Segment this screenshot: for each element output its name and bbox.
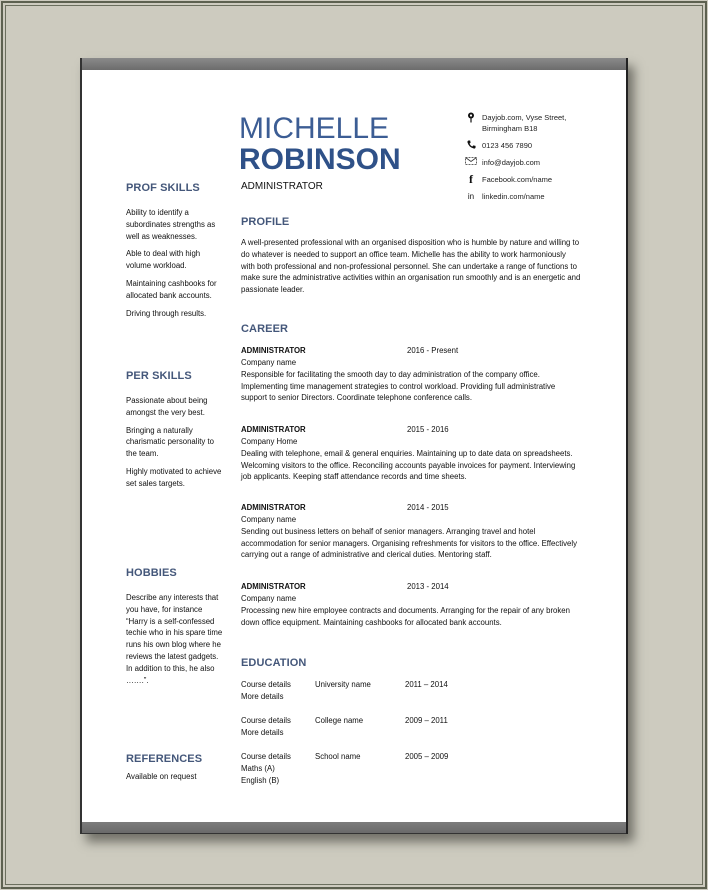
edu-extra: Maths (A) bbox=[241, 764, 275, 773]
prof-skill-item: Able to deal with high volume workload. bbox=[126, 249, 201, 271]
per-skills-section bbox=[126, 370, 226, 496]
map-pin-icon bbox=[460, 112, 482, 123]
job-role: ADMINISTRATOR bbox=[241, 425, 306, 434]
job-description: Processing new hire employee contracts and documents. Arranging for the repair of any broken down office equipment. Maintaining cashbooks for allocated bank accounts. bbox=[241, 605, 570, 627]
job-role: ADMINISTRATOR bbox=[241, 582, 306, 591]
prof-skill-item: Driving through results. bbox=[126, 308, 207, 318]
per-skill-item: Bringing a naturally charismatic personality to the team. bbox=[126, 425, 214, 459]
job-description: Responsible for facilitating the smooth day to day administration of the company office. Implementing time management strategies to control workload. Providing full administrative support to senior Directors. Coordinate telephone conference calls. bbox=[241, 369, 556, 403]
edu-dates: 2011 – 2014 bbox=[405, 680, 448, 689]
linkedin-link[interactable]: linkedin.com/name bbox=[482, 192, 545, 201]
last-name: ROBINSON bbox=[239, 143, 401, 176]
job-role: ADMINISTRATOR bbox=[241, 346, 306, 355]
contact-linkedin bbox=[460, 191, 620, 202]
career-entry bbox=[241, 424, 581, 483]
profile-section bbox=[241, 216, 581, 296]
job-dates: 2015 - 2016 bbox=[407, 425, 449, 434]
edu-institution: School name bbox=[315, 752, 361, 761]
facebook-icon: f bbox=[469, 172, 473, 186]
contact-phone bbox=[460, 140, 620, 151]
address-line-2: Birmingham B18 bbox=[482, 124, 538, 133]
edu-extra: More details bbox=[241, 728, 284, 737]
references-section bbox=[126, 753, 226, 783]
career-entry bbox=[241, 581, 581, 628]
edu-course: Course details bbox=[241, 680, 291, 689]
hobbies-text: Describe any interests that you have, for instance “Harry is a self-confessed techie who in his spare time runs his own blog where he reviews the latest gadgets. In addition to this, he also …….”. bbox=[126, 593, 223, 685]
edu-extra: More details bbox=[241, 692, 284, 701]
top-band bbox=[82, 58, 626, 70]
job-role: ADMINISTRATOR bbox=[241, 503, 306, 512]
prof-skill-item: Ability to identify a subordinates strengths as well as weaknesses. bbox=[126, 208, 216, 241]
edu-course: Course details bbox=[241, 716, 291, 725]
edu-course: Course details bbox=[241, 752, 291, 761]
education-entry bbox=[241, 715, 501, 739]
prof-skills-heading: PROF SKILLS bbox=[126, 182, 200, 194]
job-company: Company name bbox=[241, 358, 297, 367]
job-company: Company name bbox=[241, 515, 297, 524]
resume-page bbox=[80, 58, 628, 834]
edu-institution: College name bbox=[315, 716, 364, 725]
contact-list bbox=[460, 112, 620, 208]
job-description: Sending out business letters on behalf of senior managers. Arranging travel and hotel accommodation for senior managers. Organising refreshments for visitors to the office. Effectively carrying out a range of administrative and clerical duties. Mentoring staff. bbox=[241, 526, 577, 560]
profile-heading: PROFILE bbox=[241, 216, 290, 228]
career-entry bbox=[241, 345, 581, 404]
job-company: Company name bbox=[241, 594, 297, 603]
job-company: Company Home bbox=[241, 437, 298, 446]
education-entry bbox=[241, 679, 501, 703]
contact-facebook bbox=[460, 174, 620, 185]
job-description: Dealing with telephone, email & general enquiries. Maintaining up to date data on spreadsheets. Welcoming visitors to the office. Reconciling accounts payable invoices for payment. Interviewing job applicants. Keeping staff attendance records and time sheets. bbox=[241, 448, 576, 482]
edu-dates: 2005 – 2009 bbox=[405, 752, 449, 761]
address-line-1: Dayjob.com, Vyse Street, bbox=[482, 113, 567, 122]
prof-skills-section bbox=[126, 182, 226, 325]
job-dates: 2014 - 2015 bbox=[407, 503, 449, 512]
education-entry bbox=[241, 751, 501, 787]
references-text: Available on request bbox=[126, 772, 197, 781]
career-heading: CAREER bbox=[241, 323, 289, 335]
job-dates: 2013 - 2014 bbox=[407, 582, 449, 591]
per-skill-item: Highly motivated to achieve set sales targets. bbox=[126, 466, 222, 488]
linkedin-icon: in bbox=[467, 192, 475, 201]
edu-institution: University name bbox=[315, 680, 371, 689]
job-dates: 2016 - Present bbox=[407, 346, 459, 355]
email-link[interactable]: info@dayjob.com bbox=[482, 158, 541, 167]
bottom-band bbox=[82, 822, 626, 834]
career-entry bbox=[241, 502, 581, 561]
facebook-link[interactable]: Facebook.com/name bbox=[482, 175, 553, 184]
per-skills-heading: PER SKILLS bbox=[126, 370, 192, 382]
envelope-icon bbox=[460, 157, 482, 165]
education-heading: EDUCATION bbox=[241, 657, 307, 669]
phone-number[interactable]: 0123 456 7890 bbox=[482, 141, 533, 150]
references-heading: REFERENCES bbox=[126, 753, 203, 765]
hobbies-section bbox=[126, 567, 226, 686]
edu-extra: English (B) bbox=[241, 776, 280, 785]
per-skill-item: Passionate about being amongst the very best. bbox=[126, 396, 208, 417]
contact-email bbox=[460, 157, 620, 168]
job-title: ADMINISTRATOR bbox=[241, 181, 323, 192]
first-name: MICHELLE bbox=[239, 112, 390, 145]
prof-skill-item: Maintaining cashbooks for allocated bank accounts. bbox=[126, 278, 217, 300]
hobbies-heading: HOBBIES bbox=[126, 567, 177, 579]
phone-icon bbox=[460, 140, 482, 149]
edu-dates: 2009 – 2011 bbox=[405, 716, 448, 725]
contact-address bbox=[460, 112, 620, 134]
profile-text: A well-presented professional with an organised disposition who is humble by nature and willing to do whatever is needed to support an office team. Michelle has the ability to work harmoniously with both professional and non-professional personnel. She can undertake a range of functions to make sure the administrative activities within an organisation run smoothly and is an energetic and passionate leader. bbox=[241, 238, 581, 295]
